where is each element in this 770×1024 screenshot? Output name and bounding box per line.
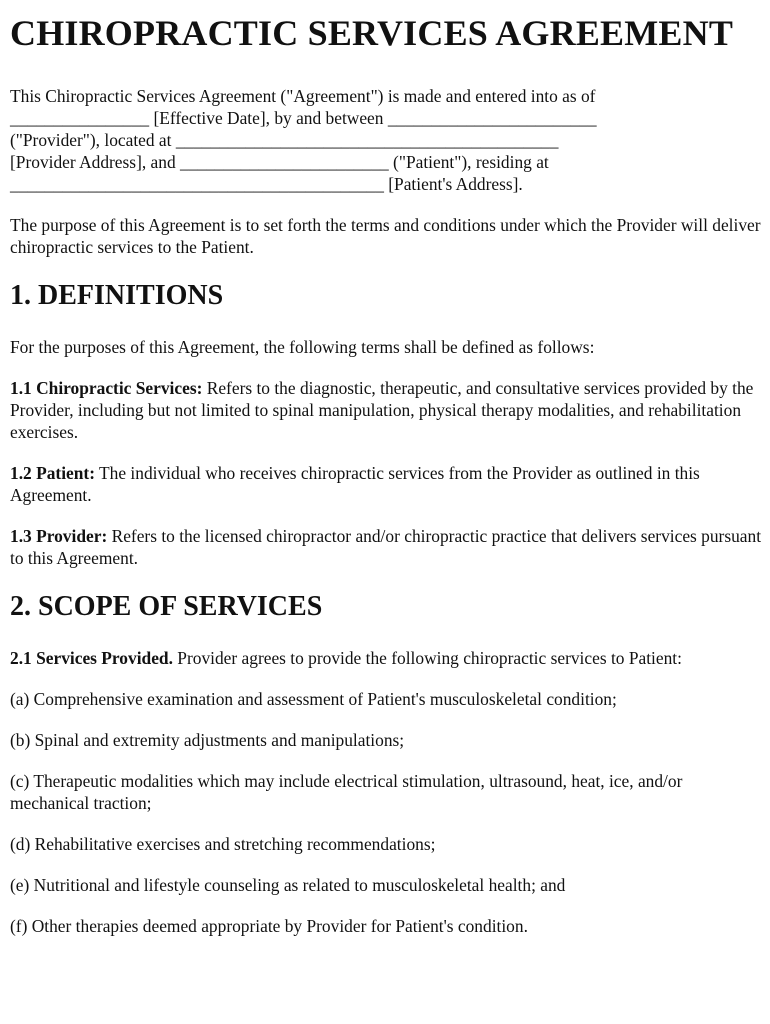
intro-text-3: ("Provider"), located at	[10, 130, 176, 150]
intro-text-5: ("Patient"), residing at	[388, 152, 549, 172]
definition-term: 1.3 Provider:	[10, 526, 108, 546]
section-heading-definitions: 1. DEFINITIONS	[10, 280, 224, 311]
definition-term: 1.2 Patient:	[10, 463, 96, 483]
intro-text-2: [Effective Date], by and between	[149, 108, 388, 128]
definition-text: The individual who receives chiropractic services from the Provider as outlined in this Agreement.	[10, 463, 700, 505]
effective-date-blank: ________________	[10, 108, 150, 128]
service-list-item: (f) Other therapies deemed appropriate by Provider for Patient's condition.	[10, 916, 528, 936]
patient-address-blank: ___________________________________________	[10, 174, 384, 194]
service-list-item: (b) Spinal and extremity adjustments and manipulations;	[10, 730, 405, 750]
service-list-item: (d) Rehabilitative exercises and stretching recommendations;	[10, 834, 436, 854]
intro-text-4: [Provider Address], and	[10, 152, 181, 172]
definition-item	[10, 377, 762, 443]
service-list-item: (a) Comprehensive examination and assessment of Patient's musculoskeletal condition;	[10, 689, 617, 709]
scope-lead	[10, 647, 762, 669]
definition-term: 1.1 Chiropractic Services:	[10, 378, 203, 398]
intro-paragraph	[10, 85, 762, 195]
definition-item	[10, 525, 762, 569]
document-title: CHIROPRACTIC SERVICES AGREEMENT	[10, 13, 734, 53]
scope-lead-term: 2.1 Services Provided.	[10, 648, 173, 668]
purpose-paragraph: The purpose of this Agreement is to set forth the terms and conditions under which the Provider will deliver chiropractic services to the Patient.	[10, 215, 761, 257]
definition-text: Refers to the licensed chiropractor and/or chiropractic practice that delivers services pursuant to this Agreement.	[10, 526, 762, 568]
service-list-item: (c) Therapeutic modalities which may include electrical stimulation, ultrasound, heat, ice, and/or mechanical traction;	[10, 771, 683, 813]
definition-item	[10, 462, 762, 506]
intro-text-6: [Patient's Address].	[383, 174, 523, 194]
section-heading-scope: 2. SCOPE OF SERVICES	[10, 591, 323, 622]
patient-name-blank: ________________________	[180, 152, 389, 172]
service-list-item: (e) Nutritional and lifestyle counseling as related to musculoskeletal health; and	[10, 875, 566, 895]
scope-lead-text: Provider agrees to provide the following chiropractic services to Patient:	[172, 648, 682, 668]
definitions-lead: For the purposes of this Agreement, the following terms shall be defined as follows:	[10, 337, 595, 357]
definition-text: Refers to the diagnostic, therapeutic, and consultative services provided by the Provider, including but not limited to spinal manipulation, physical therapy modalities, and rehabilitation exercises.	[10, 378, 754, 442]
intro-text-1: This Chiropractic Services Agreement ("Agreement") is made and entered into as of	[10, 86, 596, 106]
provider-name-blank: ________________________	[387, 108, 597, 128]
provider-location-blank: ____________________________________________	[175, 130, 559, 150]
